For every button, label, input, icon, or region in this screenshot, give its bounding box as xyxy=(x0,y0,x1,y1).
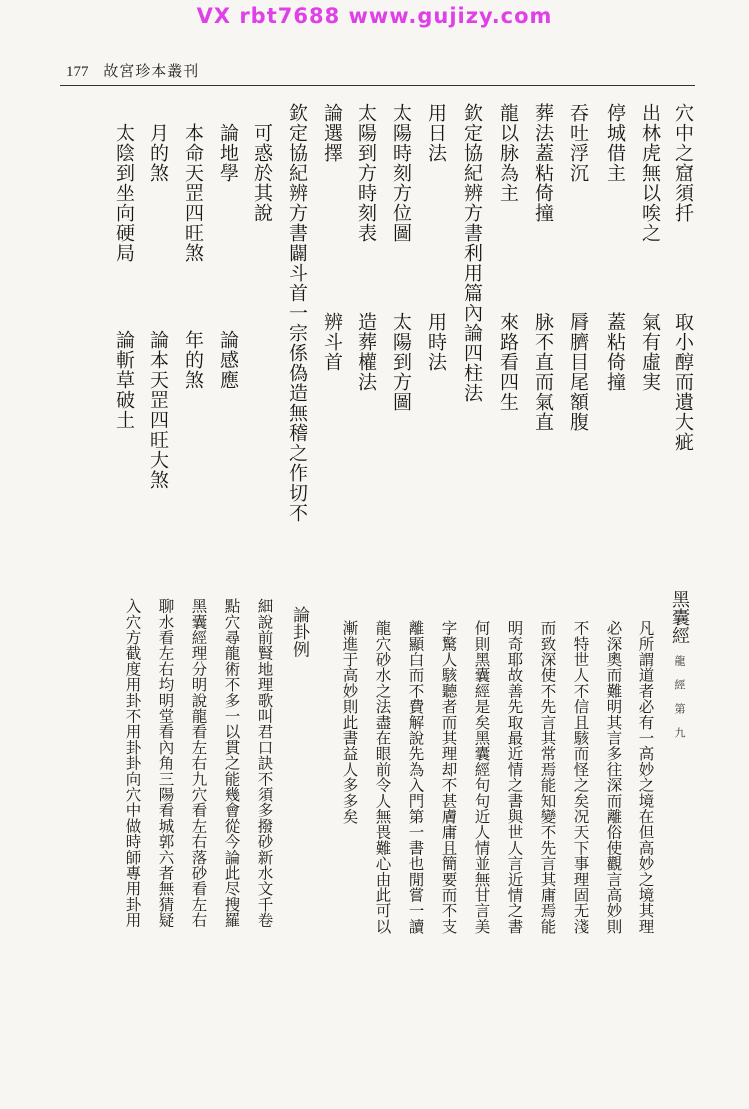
upper-column: 脉不直而氣直 xyxy=(532,312,554,432)
upper-column: 論感應 xyxy=(217,330,239,390)
lower-heading: 黑囊經 xyxy=(669,590,690,645)
lower-column: 不特世人不信且駭而怪之矣况天下事理固无淺 xyxy=(571,620,590,934)
lower-column: 何則黑囊經是矣黑囊經句句近人情並無甘言美 xyxy=(472,620,491,934)
lower-column: 必深奧而難明其言多往深而離俗使觀言高妙則 xyxy=(604,620,623,934)
watermark: VX rbt7688 www.gujizy.com xyxy=(196,4,553,28)
lower-column: 而致深使不先言其常焉能知變不先言其庸焉能 xyxy=(538,620,557,934)
upper-column: 取小醇而遺大疵 xyxy=(672,312,694,452)
upper-column: 造葬權法 xyxy=(355,312,377,392)
upper-column: 太陰到坐向硬局 xyxy=(113,123,135,263)
lower-column: 黑囊經理分明說龍看左右九穴看左右落砂看左右 xyxy=(189,598,208,928)
upper-column: 穴中之窟須扦 xyxy=(672,103,694,223)
upper-column: 論選擇 xyxy=(321,103,343,163)
upper-column: 年的煞 xyxy=(182,330,204,390)
upper-column: 吞吐浮沉 xyxy=(567,103,589,183)
upper-column: 本命天罡四旺煞 xyxy=(182,123,204,263)
upper-column: 論本天罡四旺大煞 xyxy=(147,330,169,490)
lower-small-note: 龍 經 第 九 xyxy=(673,655,686,738)
upper-column: 來路看四生 xyxy=(497,312,519,412)
upper-column: 用時法 xyxy=(425,312,447,372)
upper-column: 停城借主 xyxy=(604,103,626,183)
upper-column: 用日法 xyxy=(425,103,447,163)
upper-column: 月的煞 xyxy=(147,123,169,183)
upper-column: 太陽到方時刻表 xyxy=(355,103,377,243)
upper-column: 辨斗首 xyxy=(321,312,343,372)
upper-column: 葬法蓋粘倚撞 xyxy=(532,103,554,223)
lower-column: 聊水看左右均明堂看內角三陽看城郭六者無猜疑 xyxy=(156,598,175,928)
upper-column: 欽定協紀辨方書闢斗首一宗係偽造無稽之作切不 xyxy=(286,103,308,523)
lower-column: 漸進于高妙則此書益人多多矣 xyxy=(340,620,359,825)
page-header xyxy=(66,60,199,81)
upper-column: 龍以脉為主 xyxy=(497,103,519,203)
upper-column: 論斬草破土 xyxy=(113,330,135,430)
lower-column: 龍穴砂水之法盡在眼前令人無畏難心由此可以 xyxy=(373,620,392,934)
lower-column: 細說前賢地理歌叫君口訣不須多撥砂新水文千卷 xyxy=(255,598,274,928)
book-title: 故宮珍本叢刊 xyxy=(103,62,200,80)
header-rule xyxy=(60,85,695,86)
upper-column: 太陽到方圖 xyxy=(390,312,412,412)
upper-column: 蓋粘倚撞 xyxy=(604,312,626,392)
lower-column: 凡所謂道者必有一高妙之境在但高妙之境其理 xyxy=(636,620,655,934)
lower-column: 點穴尋龍術不多一以貫之能幾會從今論此尽搜羅 xyxy=(222,598,241,928)
upper-column: 論地學 xyxy=(217,123,239,183)
lower-column: 入穴方截度用卦不用卦卦向穴中做時師專用卦用 xyxy=(123,598,142,928)
lower-column: 明奇耶故善先取最近情之書與世人言近情之書 xyxy=(505,620,524,934)
lower-column: 字驚人駭聽者而其理却不甚膚庸且簡要而不支 xyxy=(439,620,458,934)
upper-column: 可惑於其說 xyxy=(251,123,273,223)
lower-heading: 論卦例 xyxy=(289,606,309,658)
upper-column: 太陽時刻方位圖 xyxy=(390,103,412,243)
upper-column: 脣臍目尾額腹 xyxy=(567,312,589,432)
page-number: 177 xyxy=(66,64,89,80)
upper-column: 欽定協紀辨方書利用篇內論四柱法 xyxy=(461,103,483,403)
upper-column: 氣有虛実 xyxy=(639,312,661,392)
lower-column: 離顯白而不費解說先為入門第一書也閒嘗一讀 xyxy=(406,620,425,934)
upper-column: 出林虎無以唉之 xyxy=(639,103,661,243)
